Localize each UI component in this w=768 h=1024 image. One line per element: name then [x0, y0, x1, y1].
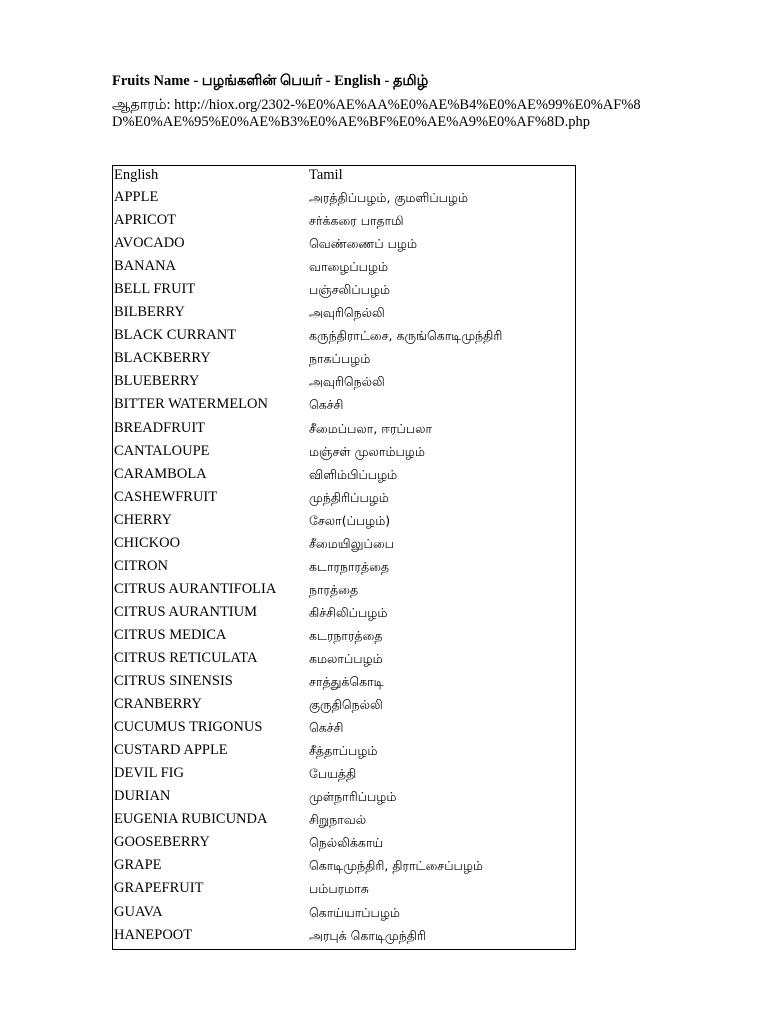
- tamil-name-cell: சீமைப்பலா, ஈரப்பலா: [309, 420, 433, 436]
- table-row: [113, 810, 576, 833]
- tamil-name-cell: சிறுநாவல்: [309, 812, 367, 828]
- table-row: [113, 280, 576, 303]
- tamil-name-cell: கெச்சி: [309, 397, 344, 413]
- tamil-name-cell: சீத்தாப்பழம்: [309, 743, 378, 759]
- english-name-cell: AVOCADO: [114, 235, 185, 252]
- tamil-name-cell: அரத்திப்பழம், குமளிப்பழம்: [309, 190, 469, 206]
- table-row: [113, 856, 576, 879]
- table-row: [113, 879, 576, 902]
- english-name-cell: GUAVA: [114, 903, 163, 920]
- tamil-name-cell: கொய்யாப்பழம்: [309, 904, 400, 920]
- tamil-name-cell: பம்பரமாசு: [309, 881, 369, 897]
- header-english: English: [114, 167, 159, 183]
- table-row: [113, 488, 576, 511]
- fruit-names-table: [112, 165, 576, 950]
- english-name-cell: GRAPE: [114, 857, 162, 874]
- tamil-name-cell: கிச்சிலிப்பழம்: [309, 604, 388, 620]
- tamil-name-cell: நாகப்பழம்: [309, 351, 371, 367]
- header-tamil: Tamil: [309, 167, 343, 183]
- table-row: [113, 395, 576, 418]
- table-row: [113, 326, 576, 349]
- table-row: [113, 603, 576, 626]
- tamil-name-cell: அவுரிநெல்லி: [309, 305, 385, 321]
- table-row: [113, 419, 576, 442]
- english-name-cell: BREADFRUIT: [114, 419, 206, 436]
- document-page: [112, 72, 652, 943]
- english-name-cell: CITRUS SINENSIS: [114, 673, 233, 690]
- table-row: [113, 833, 576, 856]
- tamil-name-cell: கடாரநாரத்தை: [309, 558, 390, 574]
- english-name-cell: HANEPOOT: [114, 926, 193, 943]
- english-name-cell: APPLE: [114, 189, 159, 206]
- tamil-name-cell: கொடிமுந்திரி, திராட்சைப்பழம்: [309, 858, 483, 874]
- table-row: [113, 903, 576, 926]
- english-name-cell: GRAPEFRUIT: [114, 880, 204, 897]
- tamil-name-cell: சர்க்கரை பாதாமி: [309, 213, 404, 229]
- english-name-cell: APRICOT: [114, 212, 177, 229]
- tamil-name-cell: கருந்திராட்சை, கருங்கொடிமுந்திரி: [309, 328, 503, 344]
- tamil-name-cell: நெல்லிக்காய்: [309, 835, 384, 851]
- table-row: [113, 764, 576, 787]
- english-name-cell: BANANA: [114, 258, 177, 275]
- english-name-cell: BILBERRY: [114, 304, 185, 321]
- english-name-cell: CUCUMUS TRIGONUS: [114, 719, 263, 736]
- tamil-name-cell: முள்நாரிப்பழம்: [309, 789, 397, 805]
- table-row: [113, 926, 576, 950]
- english-name-cell: BLACKBERRY: [114, 350, 211, 367]
- english-name-cell: DURIAN: [114, 788, 171, 805]
- tamil-name-cell: சீமையிலுப்பை: [309, 535, 394, 551]
- table-row: [113, 787, 576, 810]
- english-name-cell: CARAMBOLA: [114, 465, 207, 482]
- table-row: [113, 718, 576, 741]
- table-row: [113, 349, 576, 372]
- table-row: [113, 672, 576, 695]
- table-row: [113, 695, 576, 718]
- tamil-name-cell: சாத்துக்கொடி: [309, 674, 384, 690]
- table-row: [113, 211, 576, 234]
- table-row: [113, 534, 576, 557]
- tamil-name-cell: பஞ்சலிப்பழம்: [309, 282, 391, 298]
- tamil-name-cell: கெச்சி: [309, 720, 344, 736]
- table-row: [113, 580, 576, 603]
- table-row: [113, 649, 576, 672]
- english-name-cell: CRANBERRY: [114, 696, 202, 713]
- tamil-name-cell: நாரத்தை: [309, 581, 359, 597]
- english-name-cell: BELL FRUIT: [114, 281, 196, 298]
- english-name-cell: CITRUS AURANTIFOLIA: [114, 580, 277, 597]
- english-name-cell: BLACK CURRANT: [114, 327, 237, 344]
- tamil-name-cell: கடரநாரத்தை: [309, 627, 383, 643]
- english-name-cell: CITRUS RETICULATA: [114, 649, 258, 666]
- table-row: [113, 557, 576, 580]
- tamil-name-cell: விளிம்பிப்பழம்: [309, 466, 398, 482]
- english-name-cell: CITRON: [114, 557, 168, 574]
- table-row: [113, 188, 576, 211]
- document-title: Fruits Name - பழங்களின் பெயர் - English - தமிழ்: [112, 73, 429, 89]
- english-name-cell: CASHEWFRUIT: [114, 488, 218, 505]
- tamil-name-cell: குருதிநெல்லி: [309, 697, 383, 713]
- table-row: [113, 465, 576, 488]
- table-row: [113, 442, 576, 465]
- source-reference: ஆதாரம்: http://hiox.org/2302-%E0%AE%AA%E0%AE%B4%E0%AE%99%E0%AF%8D%E0%AE%95%E0%AE%B3%E0%AE%BF%E0%AE%A9%E0%AF%8D.php: [112, 97, 641, 130]
- english-name-cell: CANTALOUPE: [114, 442, 210, 459]
- tamil-name-cell: வெண்ணைப் பழம்: [309, 236, 418, 252]
- tamil-name-cell: பேயத்தி: [309, 766, 357, 782]
- tamil-name-cell: சேலா(ப்பழம்): [309, 512, 391, 528]
- table-row: [113, 234, 576, 257]
- english-name-cell: BITTER WATERMELON: [114, 396, 268, 413]
- english-name-cell: DEVIL FIG: [114, 765, 184, 782]
- table-row: [113, 303, 576, 326]
- english-name-cell: GOOSEBERRY: [114, 834, 210, 851]
- english-name-cell: CITRUS MEDICA: [114, 626, 227, 643]
- tamil-name-cell: வாழைப்பழம்: [309, 259, 389, 275]
- table-row: [113, 741, 576, 764]
- table-row: [113, 626, 576, 649]
- english-name-cell: BLUEBERRY: [114, 373, 200, 390]
- table-row: [113, 511, 576, 534]
- tamil-name-cell: அவுரிநெல்லி: [309, 374, 385, 390]
- tamil-name-cell: அரபுக் கொடிமுந்திரி: [309, 927, 426, 943]
- english-name-cell: CHERRY: [114, 511, 173, 528]
- table-header-row: [113, 166, 576, 189]
- english-name-cell: CUSTARD APPLE: [114, 742, 228, 759]
- table-row: [113, 372, 576, 395]
- tamil-name-cell: மஞ்சள் முலாம்பழம்: [309, 443, 425, 459]
- english-name-cell: EUGENIA RUBICUNDA: [114, 811, 268, 828]
- table-row: [113, 257, 576, 280]
- tamil-name-cell: கமலாப்பழம்: [309, 650, 383, 666]
- english-name-cell: CITRUS AURANTIUM: [114, 603, 257, 620]
- tamil-name-cell: முந்திரிப்பழம்: [309, 489, 389, 505]
- english-name-cell: CHICKOO: [114, 534, 181, 551]
